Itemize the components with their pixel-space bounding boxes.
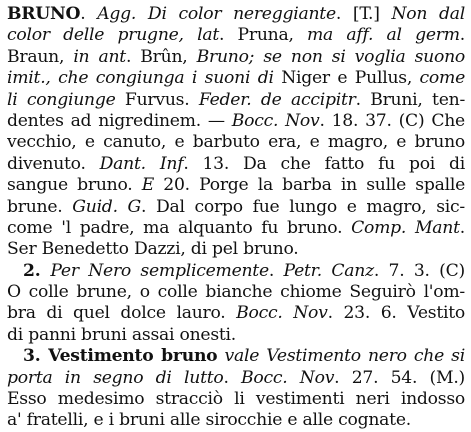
entry-line xyxy=(7,154,465,175)
entry-text-run: Dant. Inf xyxy=(99,153,184,174)
entry-line xyxy=(7,47,465,68)
entry-text-run: ma aff. al germ xyxy=(307,25,460,46)
entry-text-run: . [T.] xyxy=(335,4,392,24)
entry-text-run: Agg. Di color nereggiante xyxy=(97,4,336,24)
entry-text-run: . Brûn, xyxy=(125,46,197,67)
entry-line xyxy=(7,282,465,303)
entry-text-run: . 27. 54. (M.) xyxy=(334,367,465,388)
entry-line xyxy=(7,132,465,153)
entry-line xyxy=(7,4,465,25)
entry-text-run: E xyxy=(141,175,155,196)
entry-line xyxy=(7,197,465,218)
entry-text-run: . xyxy=(223,367,242,388)
entry-line xyxy=(7,410,465,431)
entry-text-run: 20. Porge la barba in sulle spalle xyxy=(154,175,465,196)
entry-line xyxy=(7,68,465,89)
entry-text-run: . 7. 3. (C) xyxy=(373,260,465,281)
entry-text-run: imit., che congiunga i suoni di xyxy=(7,68,274,89)
entry-text-run: BRUNO xyxy=(7,4,81,24)
entry-line xyxy=(7,90,465,111)
entry-text-run: di panni bruni assai onesti. xyxy=(7,324,237,345)
entry-text-run: vecchio, e canuto, e barbuto era, e magro, e bruno xyxy=(7,132,465,153)
entry-text-run: . Dal corpo fue lungo e magro, sic- xyxy=(141,196,465,217)
entry-text-run: . 18. 37. (C) Che xyxy=(319,110,465,131)
entry-line xyxy=(7,389,465,410)
entry-text-run: color delle prugne, lat xyxy=(7,25,219,46)
entry-line xyxy=(7,303,465,324)
entry-line xyxy=(7,239,465,260)
entry-text-run: in ant xyxy=(73,46,126,67)
entry-text-run: . Pruna, xyxy=(219,25,307,46)
entry-line xyxy=(7,175,465,196)
entry-text-run: . 13. Da che fatto fu poi di xyxy=(183,153,465,174)
entry-line xyxy=(7,261,465,282)
entry-text-run: . xyxy=(459,25,465,46)
entry-text-run: Esso medesimo stracciò li vestimenti neri indosso xyxy=(7,389,465,410)
entry-text-run: Bocc. Nov xyxy=(231,110,320,131)
entry-text-run: . 23. 6. Vestito xyxy=(327,303,465,324)
entry-text-run: 2. xyxy=(23,260,51,281)
entry-text-run: sangue bruno. xyxy=(7,175,142,196)
entry-text-run: come 'l padre, ma alquanto fu bruno. xyxy=(7,217,352,238)
entry-text-run: Petr. Canz xyxy=(283,260,374,281)
entry-text-run: Bruno; se non si voglia suono xyxy=(196,46,465,67)
entry-line xyxy=(7,218,465,239)
entry-line xyxy=(7,325,465,346)
entry-text-run: . xyxy=(459,217,465,238)
entry-text-run: . Bruni, ten- xyxy=(355,89,465,110)
entry-text-run: O colle brune, o colle bianche chiome Seguirò l'om- xyxy=(7,282,465,303)
entry-line xyxy=(7,25,465,46)
entry-text-run: porta in segno di lutto xyxy=(7,367,224,388)
entry-text-run: . xyxy=(268,260,284,281)
entry-text-run: Feder. de accipitr xyxy=(198,89,356,110)
entry-text-run: come xyxy=(419,68,465,89)
entry-text-run: Bocc. Nov xyxy=(241,367,335,388)
dictionary-entry-bruno xyxy=(7,4,465,432)
entry-text-run: Bocc. Nov xyxy=(236,303,328,324)
entry-line xyxy=(7,111,465,132)
entry-text-run: Non dal xyxy=(391,4,465,24)
entry-line xyxy=(7,346,465,367)
entry-text-run: a' fratelli, e i bruni alle sirocchie e alle cognate. xyxy=(7,410,411,431)
entry-text-run: brune. xyxy=(7,196,73,217)
entry-text-run: . xyxy=(80,4,98,24)
entry-text-run: Niger e Pullus, xyxy=(273,68,420,89)
entry-line xyxy=(7,368,465,389)
entry-text-run: Comp. Mant xyxy=(351,217,460,238)
entry-text-run: dentes ad nigredinem. — xyxy=(7,110,232,131)
entry-text-run: Furvus. xyxy=(115,89,199,110)
entry-text-run xyxy=(217,346,224,366)
entry-text-run: Per Nero semplicemente xyxy=(50,260,269,281)
entry-text-run: vale Vestimento nero che si xyxy=(224,346,465,367)
entry-text-run: Braun, xyxy=(7,46,74,67)
entry-text-run: Ser Benedetto Dazzi, di pel bruno. xyxy=(7,239,299,260)
entry-text-run: Guid. G xyxy=(72,196,142,217)
entry-text-run: li congiunge xyxy=(7,89,116,110)
entry-text-run: 3. Vestimento bruno xyxy=(23,346,218,367)
entry-text-run: bra di quel dolce lauro. xyxy=(7,303,237,324)
entry-text-run: divenuto. xyxy=(7,153,100,174)
